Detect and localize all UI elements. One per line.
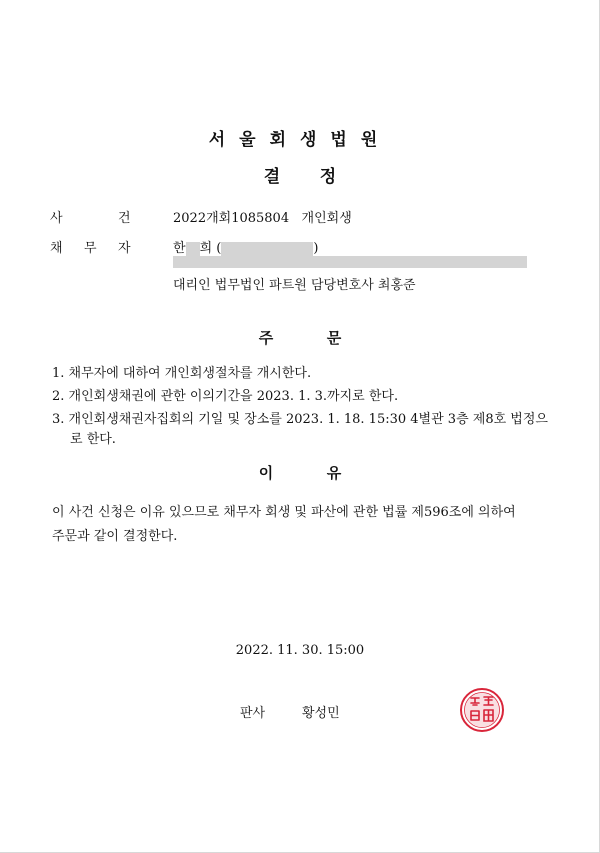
debtor-label-char-2: 무 [84, 241, 97, 256]
reason-heading-char-2: 유 [326, 464, 342, 482]
redacted-id-number [221, 242, 313, 256]
order-item-3-continued: 로 한다. [70, 432, 116, 447]
case-label-char-1: 사 [50, 211, 63, 226]
debtor-name-last: 희 [199, 241, 213, 256]
doc-type-char-2: 정 [319, 167, 337, 187]
debtor-label-char-3: 자 [118, 241, 131, 256]
judge-title: 판사 [240, 706, 266, 721]
debtor-name-first: 한 [173, 241, 186, 256]
order-item-2: 2. 개인회생채권에 관한 이의기간을 2023. 1. 3.까지로 한다. [52, 389, 399, 404]
redacted-name-char [186, 242, 200, 256]
order-item-3: 3. 개인회생채권자집회의 기일 및 장소를 2023. 1. 18. 15:30 4별관 3층 제8호 법정으 [52, 412, 548, 427]
order-heading-char-2: 문 [326, 329, 342, 347]
reason-line-2: 주문과 같이 결정한다. [52, 529, 178, 544]
judge-seal-icon [458, 686, 506, 734]
reason-line-1: 이 사건 신청은 이유 있으므로 채무자 회생 및 파산에 관한 법률 제596조에 의하여 [52, 505, 516, 520]
order-heading-char-1: 주 [258, 329, 274, 347]
order-heading [0, 327, 600, 348]
doc-type-char-1: 결 [263, 167, 281, 187]
debtor-name-line [173, 237, 318, 256]
case-label [50, 207, 152, 226]
decision-date: 2022. 11. 30. 15:00 [235, 643, 365, 658]
court-name: 서울회생법원 [208, 130, 392, 150]
debtor-label-char-1: 채 [50, 241, 63, 256]
redacted-address [173, 256, 527, 268]
reason-heading [0, 462, 600, 483]
id-paren-open: ( [216, 241, 222, 256]
case-type: 개인회생 [301, 211, 352, 226]
reason-heading-char-1: 이 [258, 464, 274, 482]
order-item-1: 1. 채무자에 대하여 개인회생절차를 개시한다. [52, 366, 312, 381]
judge-name: 황성민 [302, 706, 340, 721]
id-paren-close: ) [313, 241, 319, 256]
debtor-agent: 대리인 법무법인 파트원 담당변호사 최홍준 [173, 278, 416, 293]
case-number: 2022개회1085804 [173, 211, 290, 226]
case-value [173, 207, 352, 226]
case-label-char-3: 건 [118, 211, 131, 226]
document-type-title [0, 162, 600, 187]
debtor-label [50, 237, 152, 256]
